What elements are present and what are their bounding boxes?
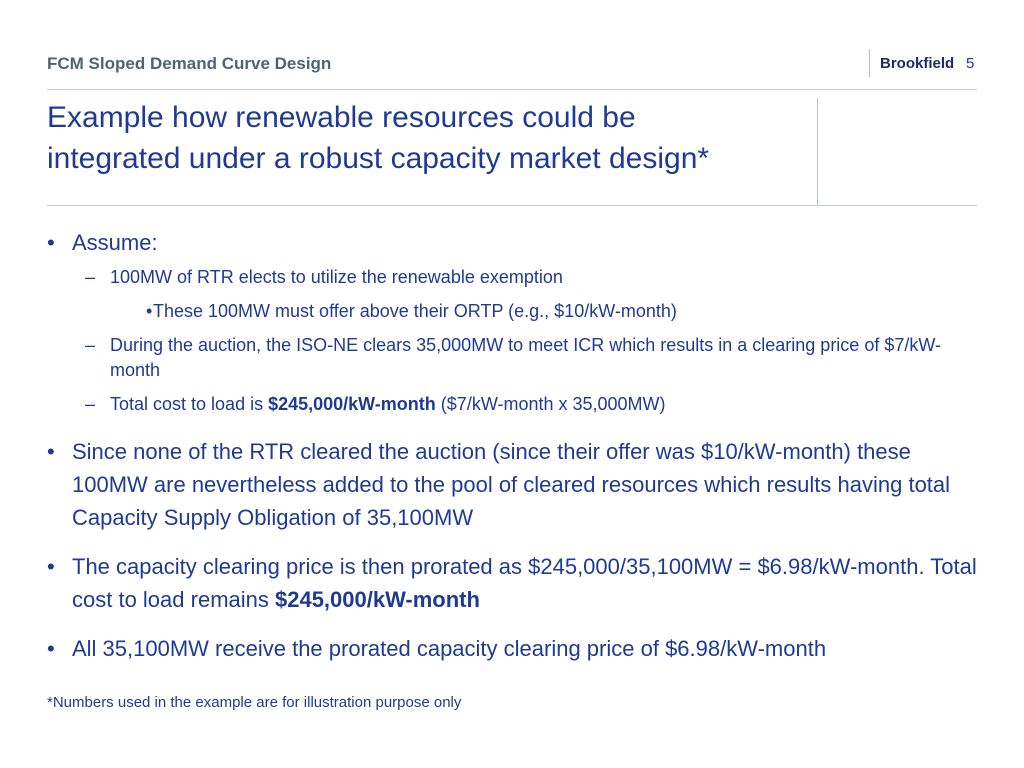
slide-title-line-1: Example how renewable resources could be [47,101,636,134]
slide-title [47,97,807,179]
bullet-text: Since none of the RTR cleared the auction (since their offer was $10/kW-month) these 100MW are nevertheless added to the pool of cleared resources which results having total Capacity Supply Obligation of 35,100MW [72,439,951,530]
header-separator [869,49,870,77]
sub-bullet-text-before: Total cost to load is [110,394,269,414]
sub-bullet-renewable-exemption [47,265,977,290]
sub-bullet-text: 100MW of RTR elects to utilize the renewable exemption [110,267,563,287]
total-cost-value: $245,000/kW-month [274,587,480,612]
bullet-text-before: The capacity clearing price is then prorated as $245,000/35,100MW = $6.98/kW-month. Total cost to load remains [72,554,977,612]
sub-sub-bullet-text: These 100MW must offer above their ORTP (e.g., $10/kW-month) [153,301,677,321]
bullet-assume [47,226,977,259]
dash-marker: – [85,394,96,414]
title-vertical-divider [817,98,818,205]
header-divider [47,89,977,90]
bullet-all-receive [47,632,977,665]
bullet-marker: • [47,636,55,661]
sub-bullet-text: During the auction, the ISO-NE clears 35,000MW to meet ICR which results in a clearing price of $7/kW-month [110,335,942,380]
sub-bullet-text-after: ($7/kW-month x 35,000MW) [435,394,666,414]
dash-marker: – [85,335,96,355]
bullet-marker: • [47,554,55,579]
bullet-rtr-not-cleared [47,435,977,534]
bullet-text: All 35,100MW receive the prorated capacity clearing price of $6.98/kW-month [72,636,827,661]
page-number: 5 [966,55,975,72]
title-divider [47,205,977,206]
dash-marker: – [85,267,96,287]
bullet-marker: • [47,439,55,464]
total-cost-value: $245,000/kW-month [268,394,436,414]
slide-body [47,226,977,681]
bullet-marker: • [146,301,153,321]
brookfield-logo: Brookfield [880,55,955,72]
sub-bullet-total-cost [47,392,977,417]
bullet-marker: • [47,230,55,255]
bullet-prorated-price [47,550,977,616]
bullet-text: Assume: [72,230,158,255]
sub-sub-bullet-ortp [47,299,977,324]
sub-bullet-auction-clears [47,333,977,383]
footnote: *Numbers used in the example are for illustration purpose only [47,694,462,711]
section-title: FCM Sloped Demand Curve Design [47,54,332,73]
slide-title-line-2: integrated under a robust capacity market design* [47,142,710,175]
